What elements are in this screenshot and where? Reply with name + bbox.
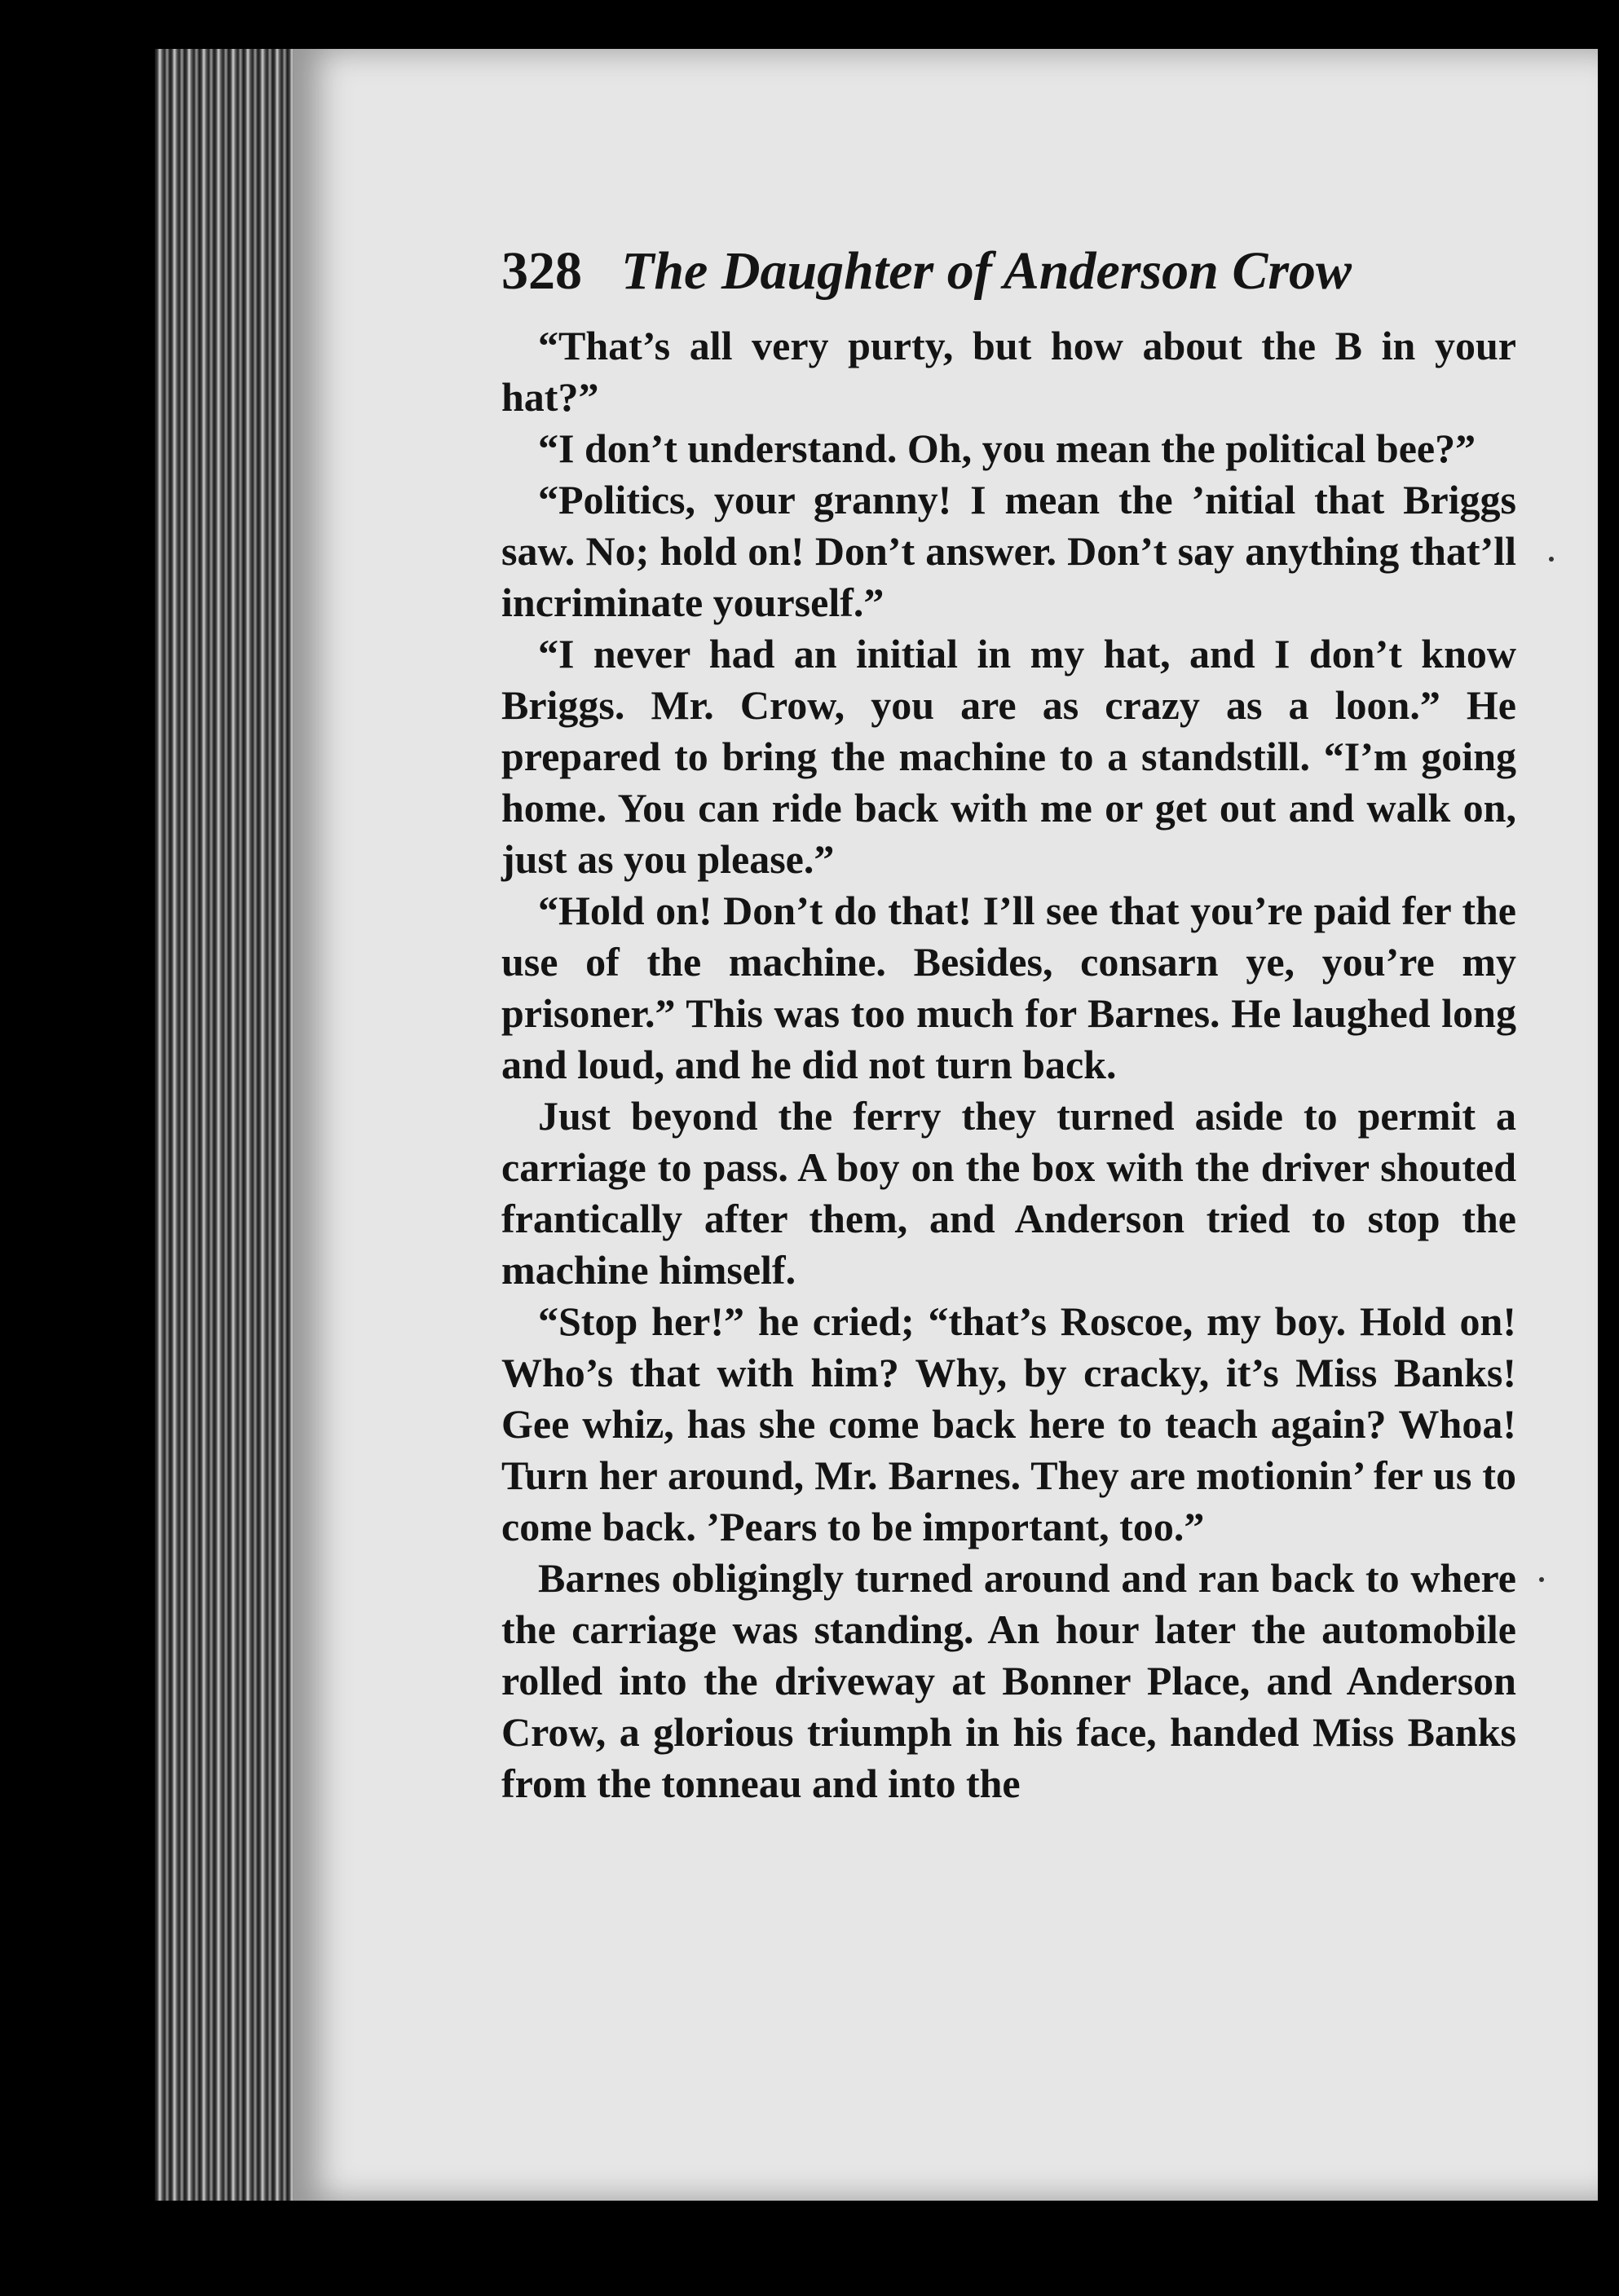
paragraph: “Politics, your granny! I mean the ’nitial that Briggs saw. No; hold on! Don’t answer. Don’t say anything that’ll incriminate yourself.” [501,477,1516,625]
running-title: The Daughter of Anderson Crow [621,241,1352,301]
body-text [501,320,1516,1809]
page-number: 328 [501,241,582,301]
paragraph: “I don’t understand. Oh, you mean the political bee?” [538,425,1476,471]
page-header [501,240,1520,306]
paragraph: Just beyond the ferry they turned aside to permit a carriage to pass. A boy on the box with the driver shouted frantically after them, and Anderson tried to stop the machine himself. [501,1093,1516,1293]
paragraph: “Hold on! Don’t do that! I’ll see that you’re paid fer the use of the machine. Besides, consarn ye, you’re my prisoner.” This was too much for Barnes. He laughed long and loud, and he did not turn back. [501,888,1516,1087]
speck [1539,1577,1544,1582]
paragraph: Barnes obligingly turned around and ran back to where the carriage was standing. An hour later the automobile rolled into the driveway at Bonner Place, and Anderson Crow, a glorious triumph in his face, handed Miss Banks from the tonneau and into the [501,1555,1516,1806]
paragraph: “Stop her!” he cried; “that’s Roscoe, my boy. Hold on! Who’s that with him? Why, by cracky, it’s Miss Banks! Gee whiz, has she come back here to teach again? Whoa! Turn her around, Mr. Barnes. They are motionin’ fer us to come back. ’Pears to be important, too.” [501,1298,1516,1549]
paragraph: “That’s all very purty, but how about the B in your hat?” [501,323,1516,420]
speck [1549,557,1554,562]
paragraph: “I never had an initial in my hat, and I don’t know Briggs. Mr. Crow, you are as crazy as a loon.” He prepared to bring the machine to a standstill. “I’m going home. You can ride back with me or get out and walk on, just as you please.” [501,631,1516,882]
